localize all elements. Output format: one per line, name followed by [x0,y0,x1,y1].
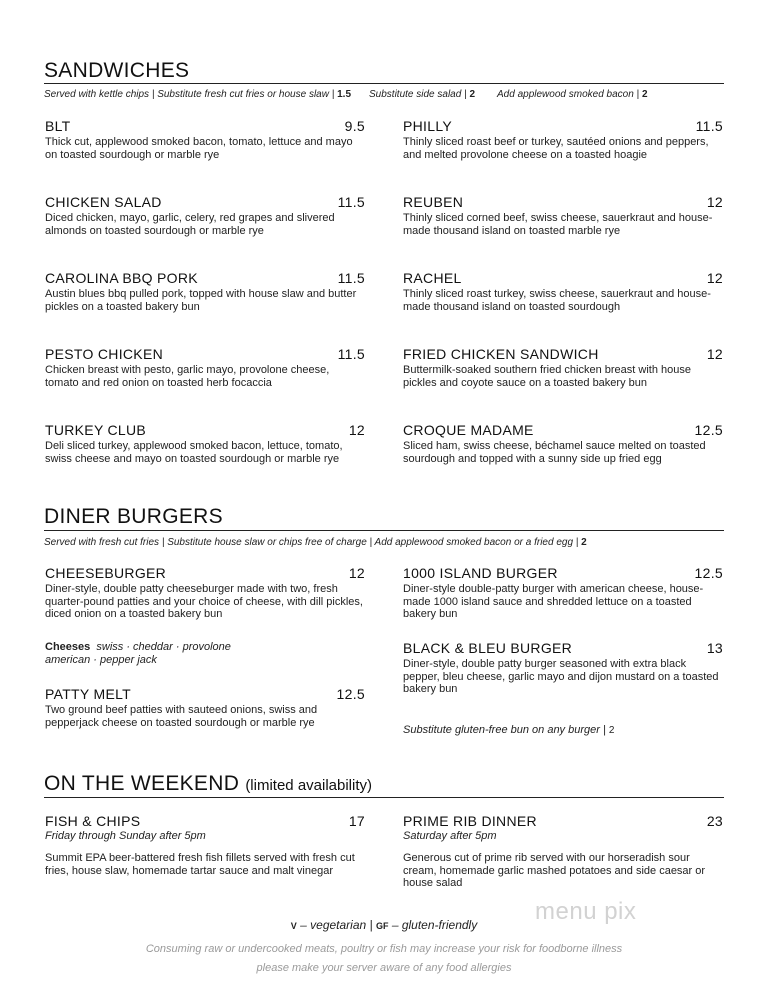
menu-item-pesto-chicken [45,346,365,389]
menu-item-fish-and-chips [45,813,365,877]
item-name: CHEESEBURGER [45,565,167,581]
item-name: CHICKEN SALAD [45,194,162,210]
gluten-free-note: Substitute gluten-free bun on any burger | 2 [403,724,615,736]
sandwiches-note: Served with kettle chips | Substitute fresh cut fries or house slaw | 1.5 Substitute side salad | 2 Add applewood smoked bacon | 2 [44,89,648,100]
item-description: Thick cut, applewood smoked bacon, tomato, lettuce and mayo on toasted sourdough or marble rye [45,136,353,161]
section-title-weekend: ON THE WEEKEND (limited availability) [44,772,373,795]
item-price: 12.5 [694,565,723,581]
item-description: Chicken breast with pesto, garlic mayo, provolone cheese, tomato and red onion on toasted herb focaccia [45,364,330,389]
item-description: Diced chicken, mayo, garlic, celery, red grapes and slivered almonds on toasted sourdough or marble rye [45,212,335,237]
item-name: CROQUE MADAME [403,422,534,438]
item-name: RACHEL [403,270,462,286]
item-name: PESTO CHICKEN [45,346,163,362]
item-name: PRIME RIB DINNER [403,813,537,829]
item-name: FISH & CHIPS [45,813,141,829]
item-description: Buttermilk-soaked southern fried chicken breast with house pickles and coyote sauce on a toasted bakery bun [403,364,691,389]
menu-item-black-bleu-burger [403,640,723,696]
item-name: BLT [45,118,71,134]
item-price: 17 [348,813,365,829]
item-description: Diner-style, double patty burger seasoned with extra black pepper, bleu cheese, garlic mayo and dijon mustard on a toasted bakery bun [403,658,719,695]
item-name: PATTY MELT [45,686,131,702]
item-description: Thinly sliced corned beef, swiss cheese, sauerkraut and house-made thousand island on toasted marble rye [403,212,713,237]
item-description: Thinly sliced roast beef or turkey, sautéed onions and peppers, and melted provolone cheese on a toasted hoagie [403,136,709,161]
menu-item-reuben [403,194,723,237]
menu-item-rachel [403,270,723,313]
item-price: 11.5 [337,270,365,286]
item-description: Deli sliced turkey, applewood smoked bacon, lettuce, tomato, swiss cheese and mayo on toasted sourdough or marble rye [45,440,343,465]
item-price: 12 [706,270,723,286]
menu-item-patty-melt [45,686,365,729]
item-description: Two ground beef patties with sauteed onions, swiss and pepperjack cheese on toasted sourdough or marble rye [45,704,318,729]
menu-item-cheeseburger [45,565,365,621]
item-name: CAROLINA BBQ PORK [45,270,198,286]
item-price: 11.5 [337,346,365,362]
item-price: 9.5 [344,118,365,134]
item-price: 12 [706,194,723,210]
item-price: 12 [348,565,365,581]
item-price: 12 [348,422,365,438]
item-description: Diner-style double-patty burger with american cheese, house-made 1000 island sauce and shredded lettuce on a toasted bakery bun [403,583,704,620]
item-price: 12.5 [694,422,723,438]
item-name: BLACK & BLEU BURGER [403,640,573,656]
item-price: 23 [706,813,723,829]
menu-item-fried-chicken-sandwich [403,346,723,389]
cheese-options: Cheeses swiss · cheddar · provolone american · pepper jack [45,641,231,666]
item-availability: Friday through Sunday after 5pm [45,830,206,842]
item-name: 1000 ISLAND BURGER [403,565,558,581]
diet-legend: V – vegetarian | GF – gluten-friendly [290,918,478,932]
item-description: Summit EPA beer-battered fresh fish fillets served with fresh cut fries, house slaw, homemade tartar sauce and malt vinegar [45,852,355,877]
item-description: Diner-style, double patty cheeseburger made with two, fresh quarter-pound patties and your choice of cheese, with dill pickles, diced onion on a toasted bakery bun [45,583,363,620]
section-rule [44,83,724,84]
item-name: FRIED CHICKEN SANDWICH [403,346,599,362]
item-price: 12 [706,346,723,362]
menu-item-philly [403,118,723,161]
section-rule [44,530,724,531]
disclaimer-line-1: Consuming raw or undercooked meats, poultry or fish may increase your risk for foodborne illness [145,943,623,955]
item-description: Thinly sliced roast turkey, swiss cheese, sauerkraut and house-made thousand island on toasted sourdough [403,288,711,313]
item-description: Sliced ham, swiss cheese, béchamel sauce melted on toasted sourdough and topped with a sunny side up fried egg [403,440,706,465]
menu-item-chicken-salad [45,194,365,237]
item-name: PHILLY [403,118,453,134]
disclaimer-line-2: please make your server aware of any food allergies [256,962,512,974]
watermark-logo: menu pix [535,898,637,925]
menu-item-croque-madame [403,422,723,465]
menu-item-blt [45,118,365,161]
section-title-burgers: DINER BURGERS [44,505,223,528]
menu-item-carolina-bbq-pork [45,270,365,313]
item-name: REUBEN [403,194,464,210]
section-title-sandwiches: SANDWICHES [44,59,190,82]
item-price: 12.5 [336,686,365,702]
item-description: Austin blues bbq pulled pork, topped with house slaw and butter pickles on a toasted bakery bun [45,288,357,313]
item-description: Generous cut of prime rib served with our horseradish sour cream, homemade garlic mashed potatoes and side caesar or house salad [403,852,706,889]
item-availability: Saturday after 5pm [403,830,497,842]
burgers-note: Served with fresh cut fries | Substitute house slaw or chips free of charge | Add applewood smoked bacon or a fried egg | 2 [44,537,587,548]
item-price: 11.5 [337,194,365,210]
item-price: 11.5 [695,118,723,134]
menu-item-turkey-club [45,422,365,465]
menu-item-prime-rib-dinner [403,813,723,890]
menu-item-1000-island-burger [403,565,723,621]
section-rule [44,797,724,798]
item-name: TURKEY CLUB [45,422,147,438]
item-price: 13 [706,640,723,656]
